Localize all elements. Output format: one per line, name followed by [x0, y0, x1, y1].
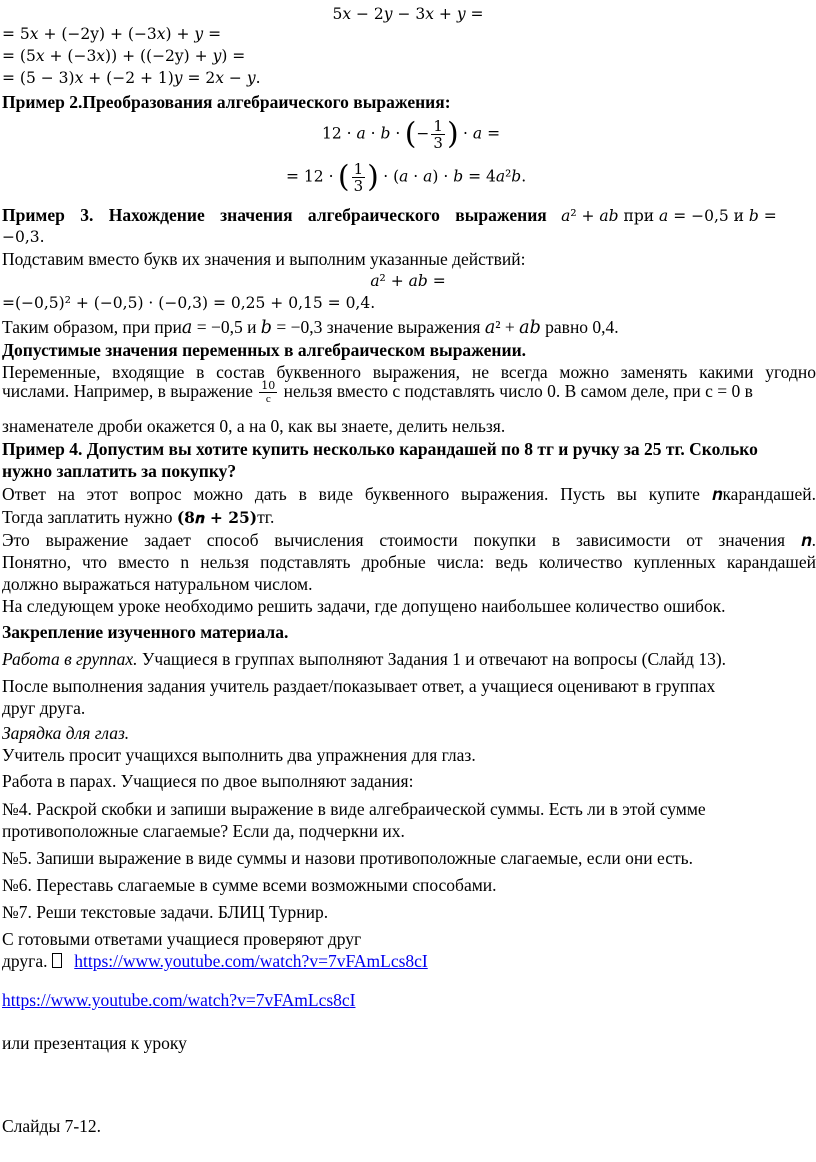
fraction-numerator: 1: [353, 160, 364, 178]
left-paren: (: [404, 116, 417, 152]
fraction: [259, 380, 277, 405]
right-paren: ): [446, 116, 459, 152]
task-4-continued: противоположные слагаемые? Если да, подчеркни их.: [2, 821, 405, 841]
fraction-numerator: 10: [261, 379, 276, 393]
calculation: =(−0,5)² + (−0,5) · (−0,3) = 0,25 + 0,15 = 0,4.: [2, 294, 376, 312]
paragraph: знаменателе дроби окажется 0, а на 0, как вы знаете, делить нельзя.: [2, 416, 506, 436]
equation-part: 12 · 𝑎 · 𝑏 ·: [322, 124, 401, 143]
equation-line: [286, 161, 816, 201]
section-heading: Допустимые значения переменных в алгебраическом выражении.: [2, 340, 527, 360]
paragraph: должно выражаться натуральном числом.: [2, 574, 313, 594]
video-link[interactable]: https://www.youtube.com/watch?v=7vFAmLcs8cI: [74, 951, 428, 971]
example-3-heading: [2, 204, 814, 227]
equation-line: [322, 118, 816, 158]
equation-line: 5𝑥 − 2𝑦 − 3𝑥 + 𝑦 =: [332, 5, 484, 23]
paragraph: Ответ на этот вопрос можно дать в виде буквенного выражения. Пусть вы купите 𝒏карандашей.: [2, 484, 816, 504]
fraction-denominator: 3: [353, 177, 364, 195]
missing-glyph-icon: [52, 953, 62, 968]
heading-continuation: −0,3.: [2, 228, 45, 246]
heading-expression: 𝑎² + 𝑎𝑏 при 𝑎 = −0,5 и 𝑏 =: [561, 207, 777, 225]
paragraph: или презентация к уроку: [2, 1033, 187, 1053]
left-paren: (: [337, 159, 350, 195]
fraction-denominator: с: [265, 393, 271, 406]
paragraph: друг друга.: [2, 698, 86, 718]
conclusion: Таким образом, при при𝑎 = −0,5 и 𝑏 = −0,3 значение выражения 𝑎² + 𝑎𝑏 равно 0,4.: [2, 317, 619, 337]
paragraph: Слайды 7-12.: [2, 1116, 102, 1136]
equation-line: = (5𝑥 + (−3𝑥)) + ((−2y) + 𝑦) =: [2, 47, 246, 65]
text-part: друга.: [2, 951, 48, 971]
fraction: [352, 161, 366, 194]
expression: 𝑎² + 𝑎𝑏 =: [370, 272, 446, 290]
task-4: №4. Раскрой скобки и запиши выражение в виде алгебраической суммы. Есть ли в этой сумме: [2, 799, 706, 819]
paragraph: После выполнения задания учитель раздает/показывает ответ, а учащиеся оценивают в группах: [2, 676, 716, 696]
paragraph: Понятно, что вместо n нельзя подставлять дробные числа: ведь количество купленных карандашей: [2, 552, 816, 572]
expression: (𝟖𝒏 + 𝟐𝟓): [176, 508, 258, 527]
text-part: Тогда заплатить нужно: [2, 507, 173, 527]
paragraph: Работа в парах. Учащиеся по двое выполняют задания:: [2, 771, 414, 791]
right-paren: ): [367, 159, 379, 195]
paragraph: Это выражение задает способ вычисления стоимости покупки в зависимости от значения 𝒏.: [2, 530, 816, 550]
paragraph: [2, 648, 816, 670]
section-heading: Закрепление изученного материала.: [2, 622, 289, 642]
paragraph: Подставим вместо букв их значения и выполним указанные действий:: [2, 249, 526, 269]
equation-part: = 12 ·: [286, 167, 334, 186]
equation-line: = (5 − 3)𝑥 + (−2 + 1)𝑦 = 2𝑥 − 𝑦.: [2, 69, 261, 87]
text-part: числами. Например, в выражение: [2, 381, 253, 401]
paragraph: На следующем уроке необходимо решить задачи, где допущено наибольшее количество ошибок.: [2, 596, 726, 616]
task-7: №7. Реши текстовые задачи. БЛИЦ Турнир.: [2, 902, 329, 922]
equation-part: · 𝑎 =: [463, 124, 501, 143]
paragraph: Переменные, входящие в состав буквенного выражения, не всегда можно заменять какими угодно: [2, 362, 816, 382]
task-5: №5. Запиши выражение в виде суммы и назови противоположные слагаемые, если они есть.: [2, 848, 694, 868]
heading-text: Пример 3. Нахождение значения алгебраического выражения: [2, 205, 547, 225]
paragraph: [2, 380, 816, 410]
fraction-numerator: 1: [433, 117, 443, 135]
paragraph: Учитель просит учащихся выполнить два упражнения для глаз.: [2, 745, 476, 765]
minus-sign: −: [416, 124, 430, 143]
video-link[interactable]: https://www.youtube.com/watch?v=7vFAmLcs8cI: [2, 990, 356, 1010]
example-4-heading: нужно заплатить за покупку?: [2, 461, 237, 481]
text-part: тг.: [257, 507, 275, 527]
fraction-denominator: 3: [433, 134, 443, 152]
equation-line: = 5𝑥 + (−2y) + (−3𝑥) + 𝑦 =: [2, 25, 222, 43]
paragraph: [2, 950, 816, 972]
paragraph: С готовыми ответами учащиеся проверяют друг: [2, 929, 362, 949]
task-6: №6. Переставь слагаемые в сумме всеми возможными способами.: [2, 875, 497, 895]
example-4-heading: Пример 4. Допустим вы хотите купить несколько карандашей по 8 тг и ручку за 25 тг. Сколько: [2, 439, 758, 459]
italic-label: Зарядка для глаз.: [2, 723, 130, 743]
text-part: Учащиеся в группах выполняют Задания 1 и отвечают на вопросы (Слайд 13).: [137, 649, 727, 669]
paragraph: [2, 506, 816, 529]
text-part: нельзя вместо с подставлять число 0. В самом деле, при с = 0 в: [283, 381, 753, 401]
fraction: [431, 118, 445, 151]
example-2-heading: Пример 2.Преобразования алгебраического выражения:: [2, 92, 451, 112]
paragraph: [2, 989, 816, 1011]
italic-label: Работа в группах.: [2, 649, 138, 669]
equation-part: · (𝑎 · 𝑎) · 𝑏 = 4𝑎²𝑏.: [383, 167, 527, 186]
